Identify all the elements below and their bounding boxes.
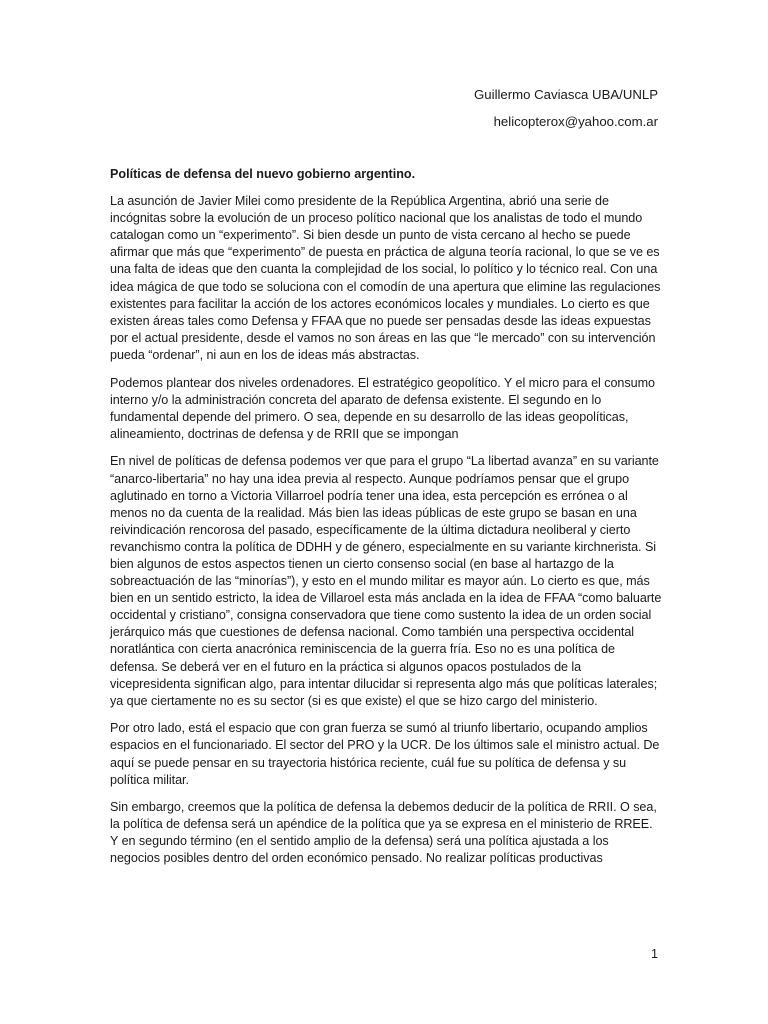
page-number: 1 [650,947,658,961]
paragraph-5: Sin embargo, creemos que la política de defensa la debemos deducir de la política de RRII. O sea, la política de defensa será un apéndice de la política que ya se expresa en el ministerio de RREE. Y en segundo término (en el sentido amplio de la defensa) será una política ajustada a los negocios posibles dentro del orden económico pensado. No realizar políticas productivas [110,800,657,866]
paragraph-1: La asunción de Javier Milei como presidente de la República Argentina, abrió una serie de incógnitas sobre la evolución de un proceso político nacional que los analistas de todo el mundo catalogan como un “experimento”. Si bien desde un punto de vista cercano al hecho se puede afirmar que más que “experimento” de puesta en práctica de alguna teoría racional, lo que se ve es una falta de ideas que den cuanta la complejidad de los social, lo político y lo técnico real. Con una idea mágica de que todo se soluciona con el comodín de una apertura que elimine las regulaciones existentes para facilitar la acción de los actores económicos locales y mundiales. Lo cierto es que existen áreas tales como Defensa y FFAA que no puede ser pensadas desde las ideas expuestas por el actual presidente, desde el vamos no son áreas en las que “le mercado” con su intervención pueda “ordenar”, ni aun en los de ideas más abstractas. [110,194,661,362]
paragraph-4: Por otro lado, está el espacio que con gran fuerza se sumó al triunfo libertario, ocupando amplios espacios en el funcionariado. El sector del PRO y la UCR. De los últimos sale el ministro actual. De aquí se puede pensar en su trayectoria histórica reciente, cuál fue su política de defensa y su política militar. [110,721,660,787]
document-body [110,166,662,878]
paragraph-2: Podemos plantear dos niveles ordenadores. El estratégico geopolítico. Y el micro para el consumo interno y/o la administración concreta del aparato de defensa existente. El segundo en lo fundamental depende del primero. O sea, depende en su desarrollo de las ideas geopolíticas, alineamiento, doctrinas de defensa y de RRII que se impongan [110,375,655,441]
author-email: helicopterox@yahoo.com.ar [493,114,658,129]
paragraph-3: En nivel de políticas de defensa podemos ver que para el grupo “La libertad avanza” en su variante “anarco-libertaria” no hay una idea previa al respecto. Aunque podríamos pensar que el grupo aglutinado en torno a Victoria Villarroel podría tener una idea, esta percepción es errónea o al menos no da cuenta de la realidad. Más bien las ideas públicas de este grupo se basan en una reivindicación rencorosa del pasado, específicamente de la última dictadura neoliberal y cierto revanchismo contra la política de DDHH y de género, especialmente en su variante kirchnerista. Si bien algunos de estos aspectos tienen un cierto consenso social (en base al hartazgo de la sobreactuación de las “minorías”), y esto en el mundo militar es mayor aún. Lo cierto es que, más bien en un sentido estricto, la idea de Villaroel esta más anclada en la idea de FFAA “como baluarte occidental y cristiano”, consigna conservadora que tiene como sustento la idea de un orden social jerárquico más que cuestiones de defensa nacional. Como también una perspectiva occidental noratlántica con cierta anacrónica reminiscencia de la guerra fría. Eso no es una política de defensa. Se deberá ver en el futuro en la práctica si algunos opacos postulados de la vicepresidenta significan algo, para intentar dilucidar si representa algo más que políticas laterales; ya que ciertamente no es su sector (si es que existe) el que se hizo cargo del ministerio. [110,454,662,708]
document-title: Políticas de defensa del nuevo gobierno argentino. [110,167,416,181]
author-name: Guillermo Caviasca UBA/UNLP [474,87,658,102]
author-block [474,86,658,140]
